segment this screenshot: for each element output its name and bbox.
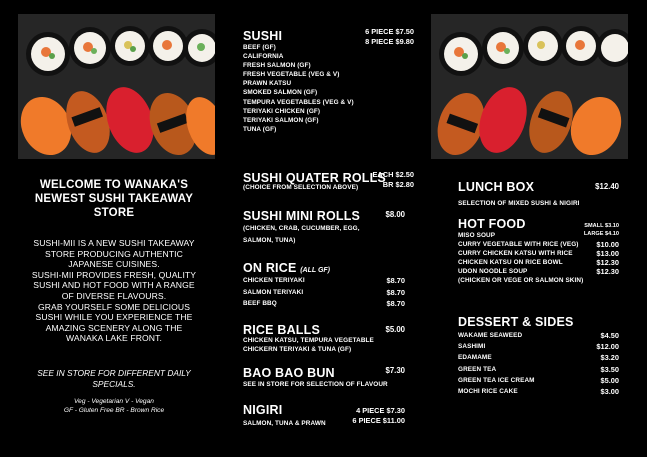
nigiri-price-6: 6 PIECE $11.00 bbox=[352, 416, 405, 425]
menu-item: TEMPURA VEGETABLES (VEG & V) bbox=[243, 98, 354, 106]
item-price: $5.00 bbox=[600, 375, 619, 385]
item-price: $8.70 bbox=[386, 276, 405, 285]
intro-text bbox=[14, 238, 214, 344]
item-price: $3.20 bbox=[600, 353, 619, 363]
quater-rolls-sub: (CHOICE FROM SELECTION ABOVE) bbox=[243, 184, 359, 191]
rice-balls-desc bbox=[243, 336, 374, 355]
lunch-box-desc: SELECTION OF MIXED SUSHI & NIGIRI bbox=[458, 200, 580, 207]
legend-line: GF - Gluten Free BR - Brown Rice bbox=[63, 406, 165, 414]
legend-line: Veg - Vegetarian V - Vegan bbox=[74, 398, 154, 405]
lunch-box-heading: LUNCH BOX bbox=[458, 180, 535, 194]
menu-item: SMOKED SALMON (GF) bbox=[243, 89, 318, 97]
menu-item: TERIYAKI CHICKEN (GF) bbox=[243, 107, 321, 115]
sushi-heading: SUSHI bbox=[243, 29, 283, 43]
rice-balls-price: $5.00 bbox=[385, 325, 405, 334]
mini-rolls-desc bbox=[243, 223, 360, 246]
menu-item: BEEF (GF) bbox=[243, 44, 276, 51]
bao-bun-heading: BAO BAO BUN bbox=[243, 366, 335, 380]
intro-line: STORE PRODUCING AUTHENTIC bbox=[45, 248, 183, 259]
on-rice-items bbox=[243, 275, 405, 310]
menu-row bbox=[458, 249, 619, 258]
welcome-heading bbox=[14, 178, 214, 220]
miso-price-large: LARGE $4.10 bbox=[583, 230, 619, 237]
item-name: CURRY CHICKEN KATSU WITH RICE bbox=[458, 250, 573, 258]
item-price: $10.00 bbox=[596, 240, 619, 250]
hot-food-items bbox=[458, 231, 619, 286]
item-name: CURRY VEGETABLE WITH RICE (VEG) bbox=[458, 241, 579, 249]
nigiri-heading: NIGIRI bbox=[243, 403, 283, 417]
item-price: $3.00 bbox=[600, 387, 619, 397]
menu-item: CALIFORNIA bbox=[243, 53, 284, 61]
sushi-photo-right bbox=[431, 14, 628, 159]
specials-line: SPECIALS. bbox=[92, 378, 136, 389]
menu-item: TERIYAKI SALMON (GF) bbox=[243, 116, 319, 124]
mini-rolls-desc-line: SALMON, TUNA) bbox=[243, 236, 296, 244]
item-price: $4.50 bbox=[600, 331, 619, 340]
menu-row bbox=[458, 386, 619, 397]
item-name: SALMON TERIYAKI bbox=[243, 288, 304, 296]
on-rice-title: ON RICE bbox=[243, 261, 297, 275]
quater-rolls-heading: SUSHI QUATER ROLLS bbox=[243, 171, 386, 185]
menu-row bbox=[243, 275, 405, 287]
nigiri-desc: SALMON, TUNA & PRAWN bbox=[243, 420, 326, 427]
mini-rolls-desc-line: (CHICKEN, CRAB, CUCUMBER, EGG, bbox=[243, 225, 360, 232]
daily-specials-note bbox=[14, 368, 214, 389]
menu-row bbox=[458, 267, 619, 276]
dietary-legend bbox=[14, 398, 214, 415]
intro-line: SUSHI AND HOT FOOD WITH A RANGE bbox=[33, 280, 195, 291]
item-name: GREEN TEA bbox=[458, 365, 497, 373]
nigiri-prices bbox=[340, 406, 405, 426]
mini-rolls-price: $8.00 bbox=[385, 210, 405, 219]
menu-row bbox=[458, 364, 619, 375]
menu-row bbox=[458, 330, 619, 341]
item-name: SASHIMI bbox=[458, 343, 486, 351]
intro-line: SUSHI-MII IS A NEW SUSHI TAKEAWAY bbox=[33, 238, 195, 248]
item-name: CHICKEN KATSU ON RICE BOWL bbox=[458, 259, 563, 267]
item-price: $8.70 bbox=[386, 299, 405, 309]
menu-row bbox=[458, 231, 619, 240]
sushi-prices bbox=[350, 27, 414, 47]
dessert-items bbox=[458, 330, 619, 397]
item-name: BEEF BBQ bbox=[243, 300, 277, 308]
item-name: (CHICKEN OR VEGE OR SALMON SKIN) bbox=[458, 277, 584, 285]
item-price: $12.00 bbox=[596, 342, 619, 352]
specials-line: SEE IN STORE FOR DIFFERENT DAILY bbox=[37, 368, 191, 378]
welcome-heading-line: STORE bbox=[93, 207, 135, 219]
item-name: CHICKEN TERIYAKI bbox=[243, 277, 305, 284]
menu-row bbox=[458, 341, 619, 352]
sushi-price-8: 8 PIECE $9.80 bbox=[365, 37, 414, 46]
sushi-items bbox=[243, 43, 354, 134]
menu-item: FRESH SALMON (GF) bbox=[243, 62, 311, 70]
item-name: MOCHI RICE CAKE bbox=[458, 388, 518, 396]
menu-item: FRESH VEGETABLE (VEG & V) bbox=[243, 71, 340, 79]
sushi-photo-left bbox=[18, 14, 215, 159]
welcome-heading-line: WELCOME TO WANAKA'S bbox=[39, 179, 189, 191]
item-name: WAKAME SEAWEED bbox=[458, 332, 523, 339]
intro-line: SUSHI-MII PROVIDES FRESH, QUALITY bbox=[31, 269, 197, 280]
intro-line: AMAZING SCENERY ALONG THE bbox=[45, 322, 183, 333]
quater-price-each: EACH $2.50 bbox=[372, 170, 414, 179]
item-name: UDON NOODLE SOUP bbox=[458, 268, 528, 276]
intro-line: SUSHI WHILE YOU EXPERIENCE THE bbox=[35, 312, 193, 323]
menu-row bbox=[458, 240, 619, 249]
intro-line: JAPANESE CUISINES. bbox=[68, 259, 160, 270]
item-price: $12.30 bbox=[596, 258, 619, 268]
welcome-heading-line: NEWEST SUSHI TAKEAWAY bbox=[34, 193, 194, 205]
on-rice-note: (ALL GF) bbox=[300, 267, 330, 274]
intro-line: OF DIVERSE FLAVOURS. bbox=[61, 290, 167, 301]
rice-balls-desc-line: CHICKERN TERIYAKI & TUNA (GF) bbox=[243, 346, 352, 354]
hot-food-heading: HOT FOOD bbox=[458, 217, 526, 231]
quater-price-br: BR $2.80 bbox=[382, 180, 414, 189]
dessert-heading: DESSERT & SIDES bbox=[458, 315, 574, 329]
lunch-box-price: $12.40 bbox=[595, 182, 619, 191]
menu-row bbox=[458, 352, 619, 363]
item-price: $8.70 bbox=[386, 287, 405, 297]
menu-item: PRAWN KATSU bbox=[243, 80, 292, 88]
sushi-price-6: 6 PIECE $7.50 bbox=[365, 27, 414, 36]
rice-balls-desc-line: CHICKEN KATSU, TEMPURA VEGETABLE bbox=[243, 337, 374, 344]
bao-bun-desc: SEE IN STORE FOR SELECTION OF FLAVOUR bbox=[243, 381, 388, 388]
menu-item: TUNA (GF) bbox=[243, 125, 277, 133]
bao-bun-price: $7.30 bbox=[385, 366, 405, 375]
item-price: $13.00 bbox=[596, 249, 619, 259]
rice-balls-heading: RICE BALLS bbox=[243, 323, 320, 337]
miso-price-small: SMALL $3.10 bbox=[584, 223, 619, 229]
item-name: MISO SOUP bbox=[458, 232, 496, 239]
menu-row bbox=[458, 375, 619, 386]
item-name: EDAMAME bbox=[458, 354, 492, 362]
quater-rolls-prices bbox=[350, 170, 414, 190]
nigiri-price-4: 4 PIECE $7.30 bbox=[356, 406, 405, 415]
menu-row bbox=[458, 258, 619, 267]
item-name: GREEN TEA ICE CREAM bbox=[458, 376, 535, 384]
mini-rolls-heading: SUSHI MINI ROLLS bbox=[243, 209, 361, 223]
menu-row bbox=[458, 276, 619, 285]
intro-line: WANAKA LAKE FRONT. bbox=[65, 333, 163, 344]
item-price: $12.30 bbox=[596, 267, 619, 277]
menu-row bbox=[243, 298, 405, 310]
intro-line: GRAB YOURSELF SOME DELICIOUS bbox=[37, 301, 191, 312]
menu-row bbox=[243, 287, 405, 299]
item-price: $3.50 bbox=[600, 364, 619, 374]
